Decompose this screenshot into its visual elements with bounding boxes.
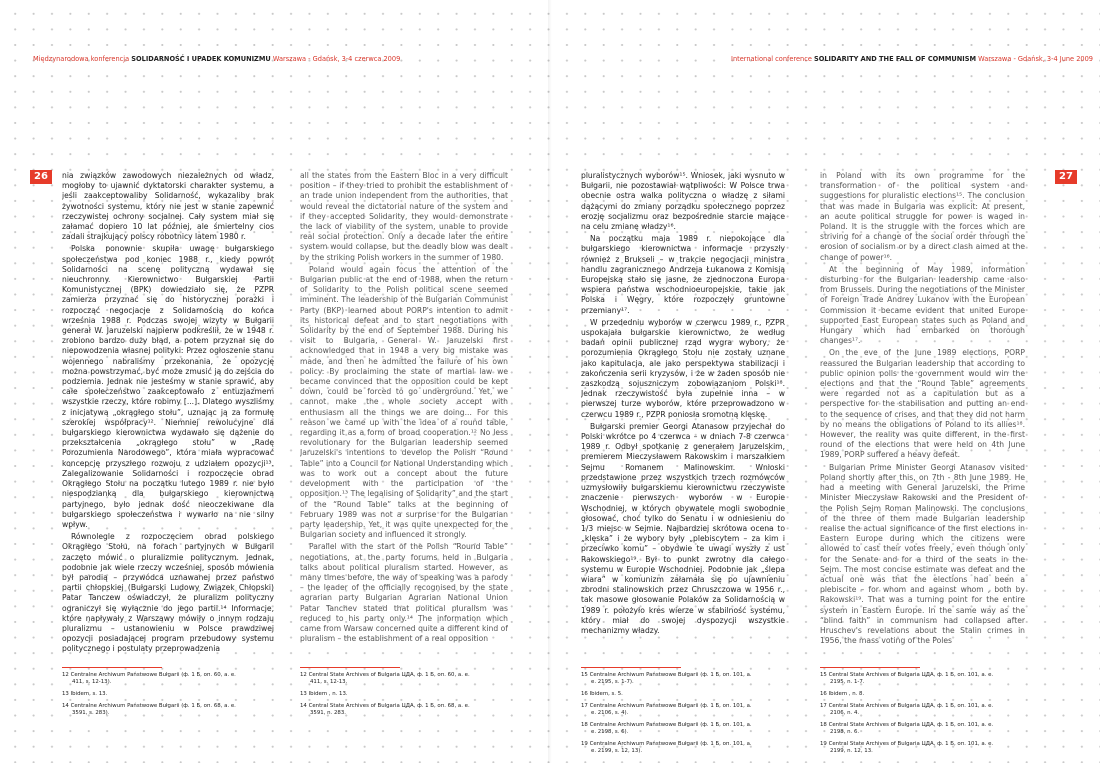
footnotes-polish bbox=[581, 672, 793, 760]
footnote: 16 Ibidem , n. 8. bbox=[820, 691, 865, 698]
paragraph: On the eve of the June 1989 elections, PORP reassured the Bulgarian leadership that according to public opinion polls the government would win the elections and that the “Round Table” agreements were regarded not as a capitulation but as a perspective for the stabilisation and putting an end to the sequence of crises, and that they did not harm by no means the obligations of Poland to its allies¹⁸. However, the reality was quite different, in the first round of the elections that were held on 4th June 1989, PORP suffered a heavy defeat. bbox=[820, 348, 1025, 460]
paragraph: Na początku maja 1989 r. niepokojące dla bułgarskiego kierownictwa informacje przyszły również z Brukseli – w trakcie negocjacji ministra handlu zagranicznego Andrzeja Łukanowa z Komisją Europejską stało się jasne, że zjednoczona Europa wspiera państwa wschodnioeuropejskie, takie jak Polska i Węgry, które rozpoczęły gruntowne przemiany¹⁷. bbox=[581, 234, 785, 315]
header-prefix: International conference bbox=[731, 55, 814, 63]
footnote: 18 Central State Archives of Bulgaria ЦДА, ф. 1 Б, оп. 101, а. е. 2198, n. 6. bbox=[820, 721, 994, 736]
footnotes-polish bbox=[62, 672, 274, 722]
footnote-rule bbox=[820, 667, 920, 668]
footnote-rule bbox=[300, 667, 400, 668]
polish-text-column bbox=[62, 171, 274, 656]
paragraph: in Poland with its own programme for the transformation of the political system and suggestions for pluralistic elections¹⁵. The conclusion that was made in Bulgaria was explicit: At present, an acute political struggle for power is waged in Poland. It is the struggle with the forces which are striving for a change of the social order through the erosion of socialism or by a direct clash aimed at the change of power¹⁶. bbox=[820, 171, 1025, 262]
footnote: 19 Central State Archives of Bulgaria ЦДА, ф. 1 Б, оп. 101, а. е. 2199, n. 12, 13. bbox=[820, 741, 994, 755]
paragraph: Bułgarski premier Georgi Atanasow przyjechał do Polski wkrótce po 4 czerwca – w dniach 7-8 czerwca 1989 r. Odbył spotkanie z generałem Jaruzelskim, premierem Mieczysławem Rakowskim i marszałkiem Sejmu Romanem Malinowskim. Wnioski przedstawione przez wszystkich trzech rozmówców uzmysłowiły bułgarskiemu kierownictwu rzeczywiste znaczenie pierwszych wyborów w Europie Wschodniej, w których obywatele mogli swobodnie głosować, choć tylko do Senatu i w odniesieniu do 1/3 miejsc w Sejmie. Najbardziej skrótowa ocena to „klęska” i że wybory były „plebiscytem – za kim i przeciwko komu” – obydwie te uwagi wyszły z ust Rakowskiego¹⁹. Był to punkt zwrotny dla całego systemu w Europie Wschodniej. Podobnie jak „ślepa wiara” w komunizm załamała się po ujawnieniu zbrodni stalinowskich przez Chruszczowa w 1956 r., tak masowe głosowanie Polaków za Solidarnością w 1989 r. położyło kres wierze w stabilność systemu, który miał do swojej dyspozycji wszystkie mechanizmy władzy. bbox=[581, 421, 785, 635]
header-place-date: Warszawa - Gdańsk, 3-4 czerwca 2009 bbox=[270, 55, 401, 63]
paragraph: Równolegle z rozpoczęciem obrad polskiego Okrągłego Stołu, na forach partyjnych w Bułgarii zaczęto mówić o pluralizmie politycznym. Jednak, podobnie jak wiele rzeczy wcześniej, sposób mówienia był parodią – przywódca uznawanej przez państwo partii chłopskiej (Bułgarski Ludowy Związek Chłopski) Patar Tanczew oświadczył, że pluralizm polityczny ograniczył się wyłącznie do jego partii.¹⁴ Informacje, które napływały z Warszawy mówiły o innym rodzaju pluralizmu – ustanowieniu w Polsce prawdziwej opozycji posiadającej program przebudowy systemu politycznego i postulaty przeprowadzenia bbox=[62, 532, 274, 654]
paragraph: Bulgarian Prime Minister Georgi Atanasov visited Poland shortly after this, on 7th - 8th June 1989. He had a meeting with General Jaruzelski, the Prime Minister Mieczysław Rakowski and the President of the Polish Sejm Roman Malinowski. The conclusions of the three of them made Bulgarian leadership realise the actual significance of the first elections in Eastern Europe during which the citizens were allowed to cast their votes freely, even though only for the Senate and for a third of the seats in the Sejm. The most concise estimate was defeat and the actual one was that the elections had been a plebiscite – for whom and against whom , both by Rakowski¹⁹. That was a turning point for the entire system in Eastern Europe. In the same way as the “blind faith” in communism had collapsed after Hruschev's revelations about the Stalin crimes in 1956, the mass voting of the Poles bbox=[820, 462, 1025, 646]
running-header bbox=[731, 55, 1093, 63]
paragraph: Polska ponownie skupiła uwagę bułgarskiego społeczeństwa pod koniec 1988 r., kiedy powrót Solidarności na scenę polityczną wydawał się nieuchronny. Kierownictwo Bułgarskiej Partii Komunistycznej (BPK) dowiedziało się, że PZPR zamierza przyznać się do historycznej porażki i rozpocząć negocjacje z Solidarnością do końca września 1988 r. Podczas swojej wizyty w Bułgarii generał W. Jaruzelski najpierw podkreślił, że w 1948 r. zrobiono bardzo duży błąd, a potem przyznał się do niepowodzenia własnej polityki: Przez ogłoszenie stanu wojennego nabraliśmy przekonania, że opozycję można powstrzymać, być może zmusić ją do zejścia do podziemia. Jednak nie jesteśmy w stanie sprawić, aby całe społeczeństwo zaakceptowało z entuzjazmem wszystkie rzeczy, które robimy [...]. Dlatego wyszliśmy z inicjatywą „okrągłego stołu”, uznając ją za formułę szerokiej współpracy¹². Niemniej rewolucyjne dla bułgarskiego kierownictwa wydawało się dążenie do przekształcenia „okrągłego stołu” w „Radę Porozumienia Narodowego”, która miała wypracować koncepcję przyszłego rozwoju z udziałem opozycji¹³. Zalegalizowanie Solidarności i rozpoczęcie obrad Okrągłego Stołu na początku lutego 1989 r. nie było niespodzianką dla bułgarskiego kierownictwa partyjnego, było jednak dość nieoczekiwane dla bułgarskiego społeczeństwa i wywarło na nie silny wpływ. bbox=[62, 244, 274, 529]
paragraph: pluralistycznych wyborów¹⁵. Wniosek, jaki wysnuto w Bułgarii, nie pozostawiał wątpliwości: W Polsce trwa obecnie ostra walka polityczna o władzę z siłami dążącymi do zmiany porządku społecznego poprzez erozję socjalizmu oraz bezpośrednie starcie mające na celu zmianę władzy¹⁶. bbox=[581, 171, 785, 232]
page-number: 26 bbox=[30, 170, 52, 184]
footnote: 19 Centralne Archiwum Państwowe Bułgarii (ф. 1 Б, оп. 101, a. e. 2199, s. 12, 13). bbox=[581, 741, 752, 755]
page-number: 27 bbox=[1055, 170, 1077, 184]
footnote: 18 Centralne Archiwum Państwowe Bułgarii (ф. 1 Б, оп. 101, a. e. 2198, s. 6). bbox=[581, 721, 752, 736]
header-title: SOLIDARNOŚĆ I UPADEK KOMUNIZMU bbox=[131, 55, 271, 63]
footnote: 13 Ibidem, s. 13. bbox=[62, 691, 108, 698]
footnote: 15 Centralne Archiwum Państwowe Bułgarii (ф. 1 Б, оп. 101, a. e. 2195, s. 1-7). bbox=[581, 672, 752, 686]
footnote: 14 Central State Archives of Bulgaria ЦДА, ф. 1 Б, оп. 68, а. е. 3591, n. 283. bbox=[300, 702, 470, 717]
english-text-column bbox=[300, 171, 508, 656]
footnote: 15 Central State Archives of Bulgaria ЦДА, ф. 1 Б, оп. 101, а. е. 2195, n. 1-7. bbox=[820, 672, 994, 686]
paragraph: Poland would again focus the attention of the Bulgarian public at the end of 1988, when the return of Solidarity to the Polish political scene seemed imminent. The leadership of the Bulgarian Communist Party (BKP) learned about PORP's intention to admit its historical defeat and to start negotiations with Solidarity by the end of September 1988. During his visit to Bulgaria, General W. Jaruzelski first acknowledged that in 1948 a very big mistake was made, and then he admitted the failure of his own policy: By proclaiming the state of martial law we became convinced that the opposition could be kept down, could be forced to go underground. Yet, we cannot make the whole society accept with enthusiasm all the things we are doing... For this reason we came up with the idea of a round table, regarding it as a form of broad cooperation.¹² No less revolutionary for the Bulgarian leadership seemed Jaruzelski's intentions to develop the Polish “Round Table” into a Council for National Understanding which was to work out a concept about the future development with the participation of the opposition.¹³ The legalising of Solidarity” and the start of the “Round Table” talks at the beginning of February 1989 was not a surprise for the Bulgarian party leadership. Yet, it was quite unexpected for the Bulgarian society and influenced it strongly. bbox=[300, 264, 508, 540]
paragraph: At the beginning of May 1989, information disturbing for the Bulgarian leadership came also from Brussels. During the negotiations of the Minister of Foreign Trade Andrey Lukanov with the European Commission it became evident that united Europe supported East European states such as Poland and Hungary which had embarked on thorough changes¹⁷. bbox=[820, 264, 1025, 346]
header-place-date: Warszawa - Gdańsk, 3-4 June 2009 bbox=[976, 55, 1093, 63]
footnote: 17 Centralne Archiwum Państwowe Bułgarii (ф. 1 Б, оп. 101, a. e. 2106, s. 4). bbox=[581, 702, 752, 717]
footnote-rule bbox=[62, 667, 162, 668]
header-prefix: Międzynarodowa konferencja bbox=[33, 55, 132, 63]
paragraph: all the states from the Eastern Bloc in a very difficult position – if they tried to prohibit the establishment of an trade union independent from the authorities, that would reveal the dictatorial nature of the system and if they accepted Solidarity, they would demonstrate the lack of viability of the system, unable to provide real social protection. Only a decade later the entire system would collapse, but the deadly blow was dealt by the striking Polish workers in the summer of 1980. bbox=[300, 171, 508, 262]
footnote: 17 Central State Archives of Bulgaria ЦДА, ф. 1 Б, оп. 101, а. е. 2106, n. 4. bbox=[820, 702, 994, 717]
footnote-rule bbox=[581, 667, 681, 668]
english-text-column bbox=[820, 171, 1025, 656]
footnote: 12 Centralne Archiwum Państwowe Bułgarii (ф. 1 Б, оп. 60, a. e. 411, s. 12-13). bbox=[62, 672, 236, 686]
right-page bbox=[550, 0, 1100, 763]
polish-text-column bbox=[581, 171, 785, 656]
paragraph: Parallel with the start of the Polish “Round Table” negotiations, at the party forums held in Bulgaria talks about political pluralism started. However, as many times before, the way of speaking was a parody – the leader of the officially recognised by the state agrarian party Bulgarian Agrarian National Union Patar Tanchev stated that political pluralism was reduced to his party only.¹⁴ The information which came from Warsaw concerned quite a different kind of pluralism – the establishment of a real opposition bbox=[300, 542, 508, 644]
paragraph: nia związków zawodowych niezależnych od władz, mogłoby to ujawnić dyktatorski charakter systemu, a jeśli zaakceptowaliby Solidarność, wykazaliby brak żywotności systemu, który nie jest w stanie zapewnić rzeczywistej ochrony socjalnej. Cały system miał się załamać dopiero 10 lat później, ale śmiertelny cios zadali strajkujący polscy robotnicy latem 1980 r. bbox=[62, 171, 274, 242]
footnote: 13 Ibidem , n. 13. bbox=[300, 691, 348, 698]
footnote: 14 Centralne Archiwum Państwowe Bułgarii (ф. 1 Б, оп. 68, a. e. 3591, s. 283). bbox=[62, 702, 236, 717]
running-header bbox=[33, 55, 400, 63]
header-title: SOLIDARITY AND THE FALL OF COMMUNISM bbox=[813, 55, 977, 63]
footnote: 16 Ibidem, s. 5. bbox=[581, 691, 623, 698]
footnotes-english bbox=[820, 672, 1032, 760]
paragraph: W przededniu wyborów w czerwcu 1989 r., PZPR uspokajała bułgarskie kierownictwo, że według badań opinii publicznej rząd wygra wybory, że porozumienia Okrągłego Stołu nie zostały uznane jako kapitulacja, ale jako perspektywa stabilizacji i zakończenia serii kryzysów, i że w żaden sposób nie zaszkodzą sojuszniczym zobowiązaniom Polski¹⁸. Jednak rzeczywistość była zupełnie inna – w pierwszej turze wyborów, które przeprowadzono w czerwcu 1989 r., PZPR poniosła sromotną klęskę. bbox=[581, 317, 785, 419]
footnote: 12 Central State Archives of Bulgaria ЦДА, ф. 1 Б, оп. 60, а. е. 411, s. 12-13. bbox=[300, 672, 470, 686]
footnotes-english bbox=[300, 672, 512, 722]
